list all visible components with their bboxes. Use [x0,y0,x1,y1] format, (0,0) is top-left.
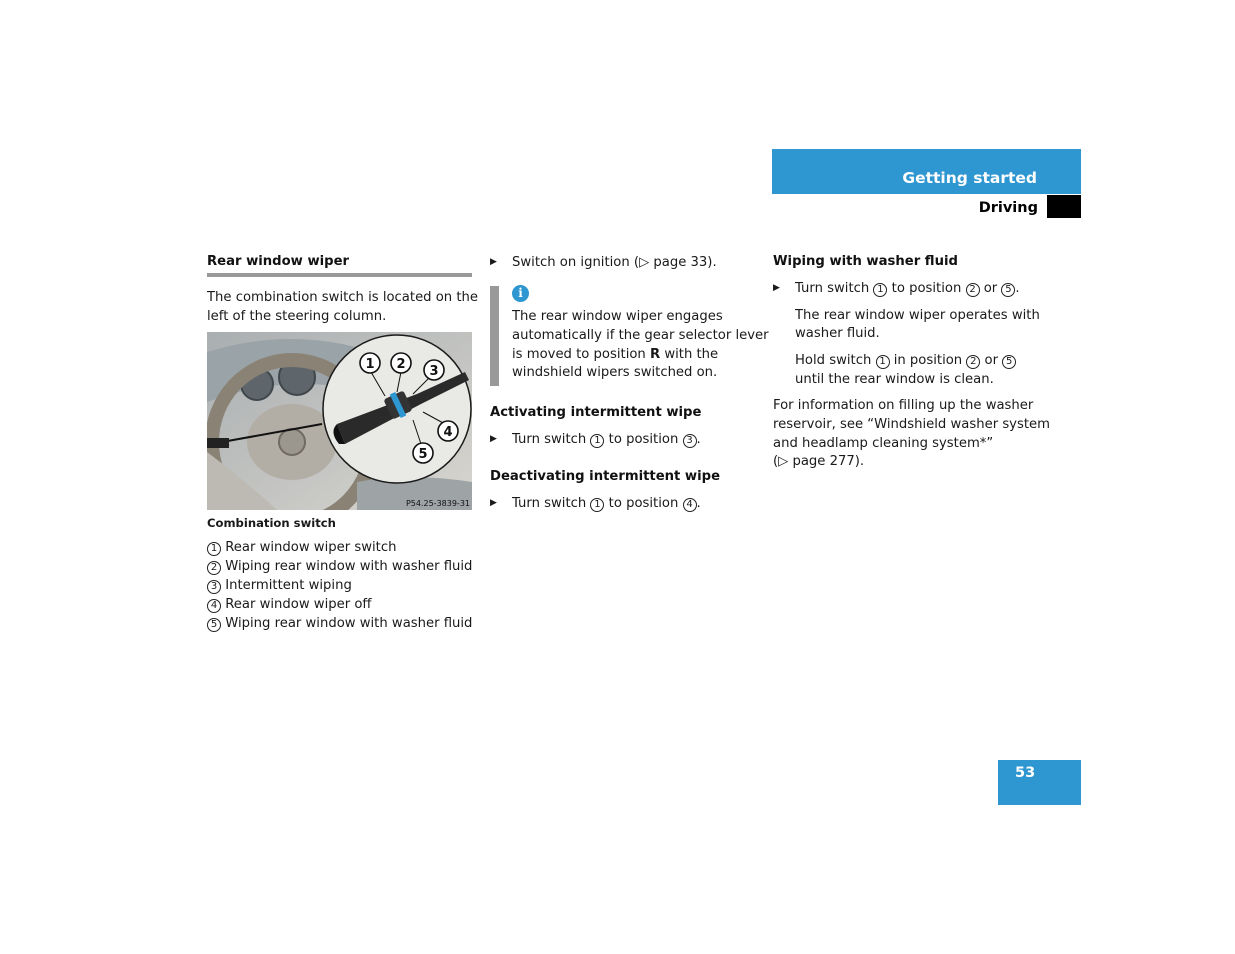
number-marker: 3 [683,434,697,448]
svg-text:2: 2 [396,357,406,372]
number-marker: 1 [590,434,604,448]
section-title: Driving [978,200,1038,216]
number-marker: 2 [207,561,221,575]
legend-text: Wiping rear window with washer fluid [225,616,473,631]
number-marker: 1 [590,498,604,512]
legend-text: Rear window wiper switch [225,540,397,555]
legend-text: Intermittent wiping [225,578,352,593]
bullet-arrow-icon: ▶ [490,434,497,444]
svg-text:1: 1 [365,357,375,372]
step-text: to position [604,496,683,511]
washer-heading: Wiping with washer fluid [773,254,958,269]
number-marker: 5 [1002,355,1016,369]
gear-position-r: R [649,347,661,362]
legend-list [207,538,472,633]
hold-line-1 [795,351,1016,370]
step-text: in position [889,353,967,368]
info-line-4: (▷ page 277). [773,454,865,469]
activate-heading: Activating intermittent wipe [490,405,702,420]
combination-switch-photo [207,332,472,510]
number-marker: 3 [207,580,221,594]
deactivate-heading: Deactivating intermittent wipe [490,469,721,484]
number-marker: 5 [207,618,221,632]
note-line-3 [512,345,718,364]
info-line-3: and headlamp cleaning system*” [773,436,994,451]
svg-text:5: 5 [418,447,428,462]
result-line-1: The rear window wiper operates with [795,308,1040,323]
number-marker: 2 [966,355,980,369]
result-line-2: washer fluid. [795,326,880,341]
step-text: . [696,496,701,511]
figure-caption: Combination switch [207,516,336,530]
page-number-box [998,760,1081,805]
step-activate [512,430,701,449]
step-text: or [979,281,1002,296]
bullet-arrow-icon: ▶ [490,498,497,508]
legend-item [207,595,472,614]
number-marker: 5 [1001,283,1015,297]
legend-item [207,614,472,633]
step-text: Turn switch [512,432,591,447]
number-marker: 1 [876,355,890,369]
step-text: to position [604,432,683,447]
legend-item [207,538,472,557]
intro-line-2: left of the steering column. [207,309,387,324]
note-text: with the [660,347,719,362]
number-marker: 2 [966,283,980,297]
note-line-4: windshield wipers switched on. [512,365,718,380]
heading-rule [207,273,472,277]
number-marker: 4 [683,498,697,512]
intro-line-1: The combination switch is located on the [207,290,479,305]
number-marker: 4 [207,599,221,613]
step-text: Hold switch [795,353,876,368]
note-text: is moved to position [512,347,650,362]
legend-text: Wiping rear window with washer fluid [225,559,473,574]
note-bar [490,286,499,386]
step-text: or [980,353,1003,368]
note-line-2: automatically if the gear selector lever [512,328,769,343]
chapter-title: Getting started [902,169,1037,187]
svg-text:3: 3 [429,364,439,379]
info-icon: i [512,285,529,302]
step-washer [795,279,1020,298]
legend-text: Rear window wiper off [225,597,372,612]
number-marker: 1 [873,283,887,297]
step-text: . [1015,281,1020,296]
step-text: Turn switch [795,281,874,296]
note-line-1: The rear window wiper engages [512,309,723,324]
info-line-1: For information on filling up the washer [773,398,1034,413]
step-text: to position [887,281,966,296]
image-code: P54.25-3839-31 [405,499,470,508]
bullet-arrow-icon: ▶ [773,283,780,293]
rear-wiper-heading: Rear window wiper [207,254,350,269]
bullet-arrow-icon: ▶ [490,257,497,267]
step-text: Turn switch [512,496,591,511]
step-ignition: Switch on ignition (▷ page 33). [512,255,717,270]
legend-item [207,557,472,576]
step-text: . [696,432,701,447]
svg-text:4: 4 [443,425,453,440]
section-marker [1047,195,1081,218]
legend-item [207,576,472,595]
page-number: 53 [1015,765,1036,781]
chapter-header [772,149,1081,194]
number-marker: 1 [207,542,221,556]
info-line-2: reservoir, see “Windshield washer system [773,417,1050,432]
combination-switch-illustration [207,332,472,510]
hold-line-2: until the rear window is clean. [795,372,994,387]
step-deactivate [512,494,701,513]
